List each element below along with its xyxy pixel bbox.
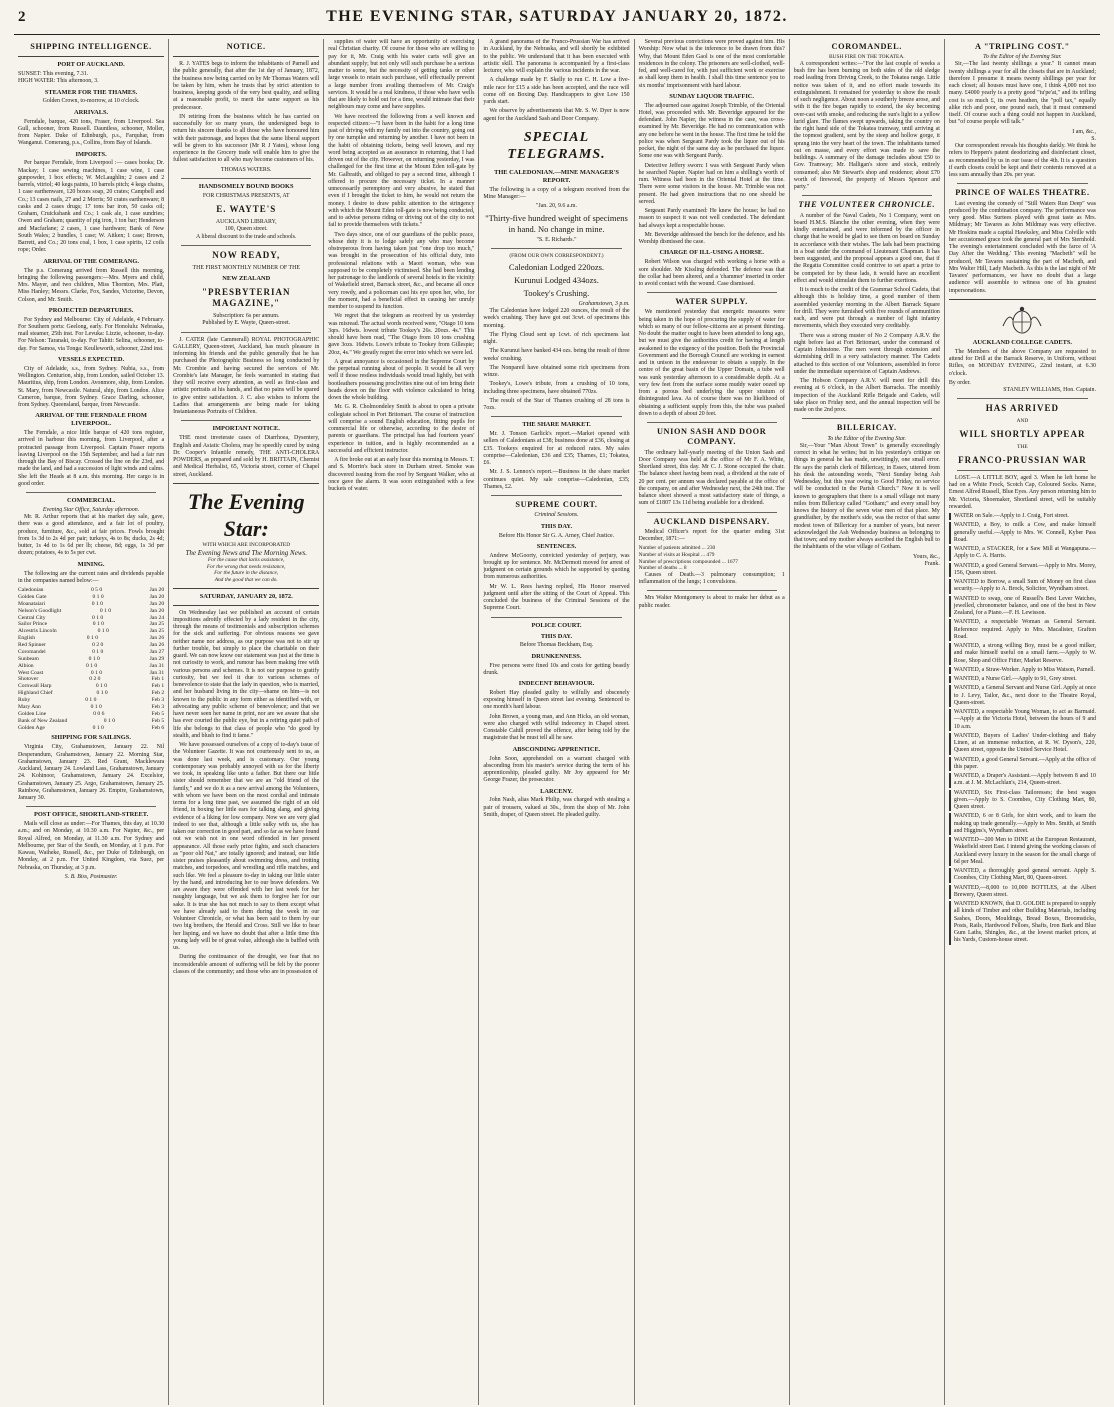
mining-date: Feb 3 <box>151 697 165 704</box>
subheading: PROJECTED DEPARTURES. <box>48 306 134 314</box>
column-telegrams <box>479 39 634 1405</box>
mining-amount: 0 1 0 <box>86 662 98 669</box>
classified-ad: WANTED to swap, one of Russell's Best Lever Watches, jewelled, chronometer balance, and one of the best in New Zealand, for a Piano.—F. H. Lewisson. <box>949 596 1096 618</box>
wanted-ads <box>949 513 1096 945</box>
classified-ad: WATER on Sale.—Apply to J. Craig, Fort street. <box>949 513 1096 520</box>
mining-date: Feb 5 <box>151 717 165 724</box>
ad-heading: IMPORTANT NOTICE. <box>212 425 280 433</box>
mining-row <box>18 615 164 622</box>
masthead <box>14 0 1100 35</box>
article-text: Andrew McGoorty, convicted yesterday of perjury, was brought up for sentence. Mr. McDermott moved for arrest of judgment on certain grounds which he supported by quoting from numerous authorities. <box>483 552 630 581</box>
signature: Frank. <box>924 560 940 567</box>
classified-ad: WANTED, a Nurse Girl.—Apply to 91, Grey street. <box>949 676 1096 683</box>
section-heading: BILLERICAY. <box>836 423 897 433</box>
crest-icon <box>949 306 1096 336</box>
section-heading: COROMANDEL. <box>831 42 902 51</box>
mining-amount: 0 1 0 <box>90 669 103 676</box>
classified-ad: WANTED, a Boy, to milk a Cow, and make himself generally useful.—Apply to Mrs. W. Connell, Kyber Pass Road. <box>949 522 1096 544</box>
stat-line: Number of prescriptions compounded ... 1677 <box>638 558 738 565</box>
column-advertisements <box>945 39 1100 1405</box>
article-text: The Ferndale, a nice little barque of 420 tons register, arrived in harbour this morning, from Liverpool, after a protracted passage from Liverpool. Captain Fraser reports leaving Liverpool on the 15th September, and had a fair run through the Bay of Biscay. Crossed the line on the 23rd, and made the land, and had a succession of light winds and calms. She left the Heads at 8 a.m. this morning. Her cargo is in good order. <box>18 430 165 487</box>
article-text: The p.s. Comerang arrived from Russell this morning, bringing the following passengers:—Mrs. Myers and child, Mrs. Mayer, and two children, Miss Thornton, Mrs. Platt, Miss Hanley; Messrs. Clarke, Fox, Sandes, Victorine, Devon, Colson, and Mr. Smith. <box>18 267 165 303</box>
letter-text: Sir,—The last twenty shillings a year." It cannot mean twenty shillings a year for all the closets that are in Auckland; therefore I presume it means twenty shillings per year for each closet; all houses must have one, I think 4,000 not too many. £4000 yearly is a pretty good "tu'pe'at," and its trifling cost is so much £, its own heathen, the "poll tax," equally alike rich and poor, one pound each, that it must commend itself. Of course such a thing could not happen in Auckland, but "of course people will talk." <box>948 61 1096 126</box>
subheading: POLICE COURT. <box>531 621 582 629</box>
ad-text: The Members of the above Company are requested to attend for Drill at the Barrack Reserve, in Uniform, without Rifles, on MONDAY EVENING, 22nd instant, at 6.30 o'clock. <box>948 348 1096 377</box>
mining-row <box>18 697 164 704</box>
mining-amount: 0 1 0 <box>92 593 104 600</box>
article-text: Mr. R. Arthur reports that at his market day sale, gave, there was a good attendance, and a fair lot of poultry, produce, furniture, &c., sold at fair prices. Fowls brought from 1s 3d to 2s 4d per pair; turkeys, 4s to 8s; ducks, 2s 4d; butter, 1s 4d to 1s 6d per lb; cheese, 8d; eggs, 1s 3d per dozen; potatoes, 4s to 5s per cwt. <box>18 514 165 557</box>
mining-company: Central City <box>18 614 46 621</box>
ad-text: AND <box>1016 418 1029 425</box>
mining-date: Jan 25 <box>149 628 165 635</box>
article-text: A correspondent writes:—"For the last couple of weeks a bush fire has been burning on both sides of the old sledge road leading from Driving Creek, to the Tokatea range. Little notice was taken of it, and no effort made towards its extinguishment. It remained for yesterday to show the result of such negligence. About noon a southerly breeze arose, and with it the fire began rapidly to extend, the sky becoming over-cast with smoke, and reducing the sun's light to a yellow lurid glare. The flames swept upwards, taking the country on the right hand side of the Tokatea tramway, until arriving at the topmost gradient, sent by the steep and hollow gorge, it sprang into the very heart of the town. The inhabitants turned out en masse, and every effort was made to save the buildings. A summary of the damage includes about £50 to Gov. Tramway; Mr. Halligan's store and stock, entirely consumed; also Mr Stewart's shop and residence; about £70 worth of firewood, the property of Messrs Spencer and party." <box>793 60 940 191</box>
subheading: LARCENY. <box>540 787 573 795</box>
mining-company: Red Spinner <box>18 642 46 649</box>
classified-ad: WANTED, a good General Servant.—Apply to Mrs. Morey, 156, Queen street. <box>949 563 1096 578</box>
mining-date: Jan 20 <box>149 600 165 607</box>
mining-row <box>18 635 164 642</box>
article-text: supplies of water will have an opportunity of exercising real Christian charity. Of course for those who are willing to pay for it, Mr. Craig with his water carts will give an abundant supply; but not only will such purchase be a serious matter to some, but the necessity of getting tanks or other large vessels to retain such purchase, will effectually prevent a large number from availing themselves of Mr. Craig's services. It would be a real kindness, if those who have wells that are likely to hold out for a time, would intimate that their neighbours may come and have supplies. <box>328 39 475 111</box>
mining-date: Jan 24 <box>149 614 165 621</box>
ad-heading: FRANCO-PRUSSIAN WAR <box>958 454 1087 465</box>
subheading: ARRIVAL OF THE FERNDALE FROM LIVERPOOL. <box>35 412 147 428</box>
classified-ad: WANTED to Borrow, a small Sum of Money on first class security.—Apply to A. Brock, Solicitor, Wyndham street. <box>949 579 1096 594</box>
mining-date: Jan 20 <box>149 607 165 614</box>
mining-amount: 0 1 0 <box>92 621 104 628</box>
ad-text: FOR CHRISTMAS PRESENTS, AT <box>202 192 290 199</box>
subheading: CHARGE OF ILL-USING A HORSE. <box>659 249 764 257</box>
subheading: Criminal Sessions. <box>534 512 579 519</box>
column-coromandel <box>790 39 945 1405</box>
notice-text: R. J. YATES begs to inform the inhabitants of Parnell and the public generally, that after the 1st day of January, 1872, the business now being carried on by Mr Thomas Waters will be taken by him, when he trusts that by strict attention to business, keeping goods of the very best quality, and selling at a reasonable profit, to merit the same support as his predecessor. <box>173 61 320 111</box>
mining-company: Nelson's Goodlight <box>18 607 62 614</box>
article-text: We observe by advertisements that Mr. S. W. Dyer is now agent for the Auckland Sash and Door Company. <box>483 108 630 122</box>
article-text: A grand panorama of the Franco-Prussian War has arrived in Auckland, by the Nebraska, and will shortly be exhibited to the public. We understand that it has been executed with artistic skill. The panorama is accompanied by a first-class lecturer, who will explain the various incidents in the war. <box>483 39 630 74</box>
mining-company: Highland Chief <box>18 690 53 697</box>
article-text: The following are the current rates and dividends payable in the companies named below:— <box>18 570 165 584</box>
ad-text: AUCKLAND LIBRARY, <box>215 219 277 226</box>
article-text: Mails will close as under:—For Thames, this day, at 10.30 a.m.; and on Monday, at 10.30 a.m. For Napier, &c., per Royal Alfred, on Monday, at 11.30 a.m. For Sydney and Melbourne, per Star of the South, on Monday, at 1 p.m. For Kawau, Waiheke, Russell, &c., per Duke of Edinburgh, on Monday, at 2 p.m. For United Kingdom, via Suez, per Nebraska, on Thursday, at 3 p.m. <box>18 821 165 871</box>
letter-text: Sir,—Your "Man About Town" is generally exceedingly correct in what he writes; but in his yesterday's critique on things in general he has made, unwittingly, one small error. He says the parish clerk of Billericay, in Essex, uttered from his desk the astounding words, "Next Sunday being Ash Wednesday, but this year owing to Good Friday, no service will be conducted in the Parish Church." Now it is well known to geographers that there is a small village not many miles from Billericay called "Gotham;" and every small boy knows the history of the seven wise men of that place. My grandfather, by the mother's side, was the rector of that same modest town of Billericay for a number of years, but never acknowledged the Ash Wednesday business as belonging to that town; and my mother always ascribed the English bull to the inhabitants of the wise village of Gotham. <box>793 442 940 551</box>
article-text: Golden Crown, to-morrow, at 10 o'clock. <box>42 98 140 105</box>
article-text: Per barque Ferndale, from Liverpool :— cases books; Dr. Mackay; 1 case sewing machines, 1 case wine, 1 case gunpowder, 1 box effects; W. McLaughlin; 2 cases and 2 barrels, vitriol; 40 kegs paints, 10 barrels pitch; 4 kegs chains, 1 case earthenware, 120 boxes soap, 20 crates; Campbell and Co.; 13 cases nails, 27 and 2 Morris; 50 crates earthenware; 8 casks and 2 cases drugs; 17 tons bar iron, 50 casks oil; Graham, Cruickshank and Co.; 1 cask ale, 1 case sundries; Owen and Graham; quantity of pig iron, 1 ton bar; Henderson and Macfarlane; 2 cases, 1 case hardware; Bank of New South Wales; 2 bundles, 1 case; W. Aitken; 1 case; Brown, Barrett, and Co.; 20 tons coal, 1 box, 1 case spirits, 12 coils rope; Order. <box>18 160 165 254</box>
stat-line: Number of patients admitted ... 230 <box>638 545 716 552</box>
article-text: City of Adelaide, s.s., from Sydney. Nubia, s.s., from Wellington. Centurion, ship, from London, sailed October 13. Mauritius, ship, from London. Avonmore, ship, from London. St. Mary, from Newcastle. Natural, ship, from London. Alice Cameron, barque, from Sydney. Grace Darling, schooner, from Sydney. Queensland, barque, from Newcastle. <box>18 365 165 409</box>
article-text: Two days since, one of our guardians of the public peace, whose duty it is to lodge safely any who may become obstreperous from having taken just "one drop too much," was brought in the prosecution of his official duty, into professional relations with a Maori woman, who was supposed to be completely victimised. She had been lending her patronage to the landlords of several hotels in the vicinity of Wakefield street, Barrack street, &c., and became all once very rowdy, and a policeman cast his eye upon her, who, for the moment, had a beneficial effect in causing her unruly member to suspend its function. <box>328 231 475 310</box>
mining-date: Jan 31 <box>149 662 165 669</box>
masthead-subtitle: The Evening News and The Morning News. <box>185 548 307 557</box>
classified-ad: WANTED, Buyers of Ladies' Under-clothing and Baby Linen, at an immense reduction, at R. W. Dyson's, 220, Queen street, opposite the United Service Hotel. <box>949 733 1096 755</box>
sunset-text: SUNSET: This evening, 7.31. <box>18 71 89 78</box>
page-number: 2 <box>18 8 26 25</box>
article-text: Several previous convictions were proved against him. His Worship: Now what is the inference to be drawn from this? Why, that Mount Eden Gaol is one of the most comfortable residences in the colony. The prisoners are well-clothed, well-fed, and well-cared for, with just sufficient work or exercise as shall keep them in health. I shall this time sentence you to six months' imprisonment with hard labour. <box>638 39 785 89</box>
mining-row <box>18 690 164 697</box>
signature: S. B. Biss, Postmaster. <box>64 873 118 880</box>
motto-line: For the future in the distance, <box>214 570 279 577</box>
ad-heading: NOW READY, <box>212 249 281 260</box>
ad-text: THE FIRST MONTHLY NUMBER OF THE <box>192 264 300 271</box>
mining-date: Jan 31 <box>149 669 165 676</box>
dateline: SATURDAY, JANUARY 20, 1872. <box>199 592 293 600</box>
signature: S. <box>1091 135 1096 142</box>
telegram-body: "Thirty-five hundred weight of specimens in hand. No change in mine. <box>485 212 628 234</box>
subheading: SHIPPING FOR SAILINGS. <box>51 734 131 742</box>
classified-ad: WANTED, a Straw-Worker. Apply to Miss Watson, Parnell. <box>949 667 1096 674</box>
classified-ad: WANTED, a strong willing Boy, must be a good milker, and make himself useful on a small farm.—Apply to W. Rose, Shop and Office Fitter, Market Reserve. <box>949 643 1096 665</box>
letter-closing: Yours, &c., <box>912 553 940 560</box>
mining-date: Feb 2 <box>151 690 165 697</box>
mining-row <box>18 649 164 656</box>
mining-amount: 0 1 0 <box>91 600 103 607</box>
mining-company: English <box>18 635 36 642</box>
mining-row <box>18 628 164 635</box>
classified-ad: WANTED,—8,000 to 10,000 BOTTLES, at the Albert Brewery, Queen street. <box>949 885 1096 900</box>
letter-address: To the Editor of the Evening Star. <box>827 435 907 442</box>
article-text: John Brown, a young man, and Ann Hicks, an old woman, were also charged with wilful indecency in Chapel street. Constable Cahill proved the offence, after being told by the magistrate that he must tell all he saw. <box>483 713 630 742</box>
columns <box>14 39 1100 1405</box>
mining-company: Cornwall Harp <box>18 683 52 690</box>
notice-text: IN retiring from the business which he has carried on successfully for so many years, the undersigned begs to return his sincere thanks to all those who have honoured him with their patronage, and hopes that the same liberal support will be given to his successor (Mr R J Yates), whose long experience in the Grocery trade will enable him to give the fullest satisfaction to all who may become customers of his. <box>173 113 320 164</box>
section-heading: UNION SASH AND DOOR COMPANY. <box>656 427 767 447</box>
letter-address: To the Editor of the Evening Star. <box>983 54 1062 61</box>
stat-line: Number of visits at Hospital ... 479 <box>638 551 715 558</box>
mining-date: Jan 25 <box>149 621 165 628</box>
telegram-headline: Tookey's Crushing. <box>523 287 590 298</box>
page-title: THE EVENING STAR, SATURDAY JANUARY 20, 1872. <box>326 8 788 25</box>
classified-ad: WANTED, a General Servant and Nurse Girl. Apply at once to J. Levy, Tailor, &c., next door to the Theatre Royal, Queen-street. <box>949 685 1096 707</box>
article-text: The ordinary half-yearly meeting of the Union Sash and Door Company was held at the office of Mr F. A. White, Shortland street, this day. Mr C. J. Stone occupied the chair. The balance sheet having been read, a dividend at the rate of 20 per cent. per annum was declared payable at the office of the company, on and after Wednesday next, the 24th inst. The balance sheet showed a most satisfactory state of things, a sum of £1807 13s 11d being available for a dividend. <box>638 449 785 507</box>
mining-row <box>18 587 164 594</box>
motto-line: And the good that we can do. <box>214 577 278 584</box>
telegram-headline: Kurunui Lodged 434ozs. <box>514 274 599 285</box>
article-text: We mentioned yesterday that energetic measures were being taken in the hope of procuring the supply of water for which so many of our fellow-citizens are at present thirsting. No doubt the matter ought to have been attended to long ago, but we must give the authorities credit for having at length awakened to the exigency of the position. Both the Provincial Government and the Borough Council are working in earnest and in unison in the endeavour to obtain a supply. In the centre of the great basin of the Upper Domain, a tube well was sunk yesterday afternoon to a considerable depth. At a very few feet from the surface some muddy water oozed up from a porous bed underlying the upper stratum of disintegrated lava. As of course there was no likelihood of obtaining a sufficient supply from this, the tube was pushed down to a depth of about 20 feet. <box>638 309 785 417</box>
article-text: John Nash, alias Mark Philip, was charged with stealing a pair of trousers, valued at 30s., from the shop of Mr. John Smith, draper, of Queen street. He pleaded guilty. <box>483 797 630 818</box>
letter-closing: I am, &c., <box>1072 128 1096 135</box>
motto-line: For the cause that lacks assistance, <box>207 557 285 564</box>
subheading: SUNDAY LIQUOR TRAFFIC. <box>669 92 755 100</box>
ad-text: THE most inveterate cases of Diarrhoea, Dysentery, English and Asiatic Cholera, may be speedily cured by using Dr. Cooper's Infantile remedy, THE ANTI-CHOLERA POWDERS, as prepared and sold by H. BRITTAIN, Chemist and Medical Herbalist, 65, Victoria street, corner of Chapel street, Auckland. <box>173 435 320 478</box>
ad-name: "PRESBYTERIAN MAGAZINE," <box>201 287 291 309</box>
article-text: We have received the following from a well known and respected citizen:—"I have been in the habit for a long time past of driving with my family out into the country, going out by one turnpike and returning by another. I have not been in the habit of obtaining tickets, being well known, and my word being accepted as an assurance in returning, that I had driven out of the city. However, on returning yesterday, I was challenged for the first time at the Mount Eden toll-gate by Mr. Galbraith, and obliged to pay a second time, although I offered to procure the necessary ticket. In a manner unnecessarily peremptory and very abusive, he stated that even if I brought the ticket to him, he would not return the money. I desire to draw public attention to the stringency with which the Mount Eden toll-gate is now being conducted, and to advise persons riding or driving out of the city to not fail to provide themselves with tickets." <box>328 113 475 229</box>
mining-amount: 0 1 0 <box>86 635 98 642</box>
section-heading: SPECIAL TELEGRAMS. <box>507 129 606 162</box>
mining-company: Ruby <box>18 697 31 704</box>
ad-text: 100, Queen street. <box>224 226 268 233</box>
mining-date: Feb 1 <box>151 676 165 683</box>
telegram-date: "Jan. 20, 9.6 a.m. <box>535 203 577 210</box>
classified-ad: WANTED, a respectable Woman as General Servant. Reference required. Apply to Mrs. Macalister, Grafton Road. <box>949 619 1096 641</box>
classified-ad: WANTED, 6 or 8 Girls, for shirt work, and to learn the making up trade generally.—Apply to Mrs. Smith, at Smith and Higgins's, Wyndham street. <box>949 813 1096 835</box>
ad-text: A liberal discount to the trade and schools. <box>195 233 297 240</box>
section-heading: PRINCE OF WALES THEATRE. <box>955 188 1090 198</box>
article-text: A fire broke out at an early hour this morning in Messrs. T. and S. Morrin's back store in Durham street. Smoke was discovered issuing from the roof by Sergeant Walker, who at once gave the alarm. It was soon extinguished with a few buckets of water. <box>328 457 475 492</box>
column-police <box>635 39 790 1405</box>
mining-date: Jan 20 <box>149 593 165 600</box>
article-text: Ferndale, barque, 420 tons, Fraser, from Liverpool. Sea Gull, schooner, from Russell. Dauntless, schooner, Moller, from Napier. Duke of Edinburgh, p.s., Farquhar, from Wanganui. Comerang, p.s., Collins, from Bay of Islands. <box>18 118 165 147</box>
subheading: IMPORTS. <box>75 150 107 158</box>
subheading: POST OFFICE, SHORTLAND-STREET. <box>33 811 149 819</box>
article-text: Mr. J. S. Lennox's report.—Business in the share market continues quiet. My sale comprise—Caledonian, £35; Thames, £2. <box>483 469 630 490</box>
mining-row <box>18 642 164 649</box>
subheading: STEAMER FOR THE THAMES. <box>44 88 138 96</box>
ad-heading: HAS ARRIVED <box>985 403 1060 414</box>
subheading: SENTENCES. <box>536 542 577 550</box>
subheading: THE SHARE MARKET. <box>522 421 591 429</box>
mining-date: Feb 6 <box>151 724 165 731</box>
mining-row <box>18 670 164 677</box>
article-text: A challenge made by F. Skelly to run C. H. Low a five-mile race for £15 a side has been accepted, and the race will come off on Boxing Day. Handicappers to give Low 150 yards start. <box>483 77 630 105</box>
article-text: Last evening the comedy of "Still Waters Run Deep" was produced by the combination company. The performance was very good. Miss Surtees played with great taste as Mrs. Mildmay; Mr Tavares as John Mildmay was very effective. Mr Hoskins made a capital Hawksley, and Miss Colville with her accustomed grace took the general part of Mrs Sternhold. The evening's entertainment concluded with the farce of 'A Day After the Wedding.' This evening "Macbeth" will be produced, Mr Tavares sustaining the part of Macbeth, and Mrs Walter Hill, Lady Macbeth. As this is the last night of Mr Tavares' performances, we have no doubt that a large audience will assemble to witness one of his greatest impersonations. <box>948 200 1096 294</box>
subheading: PORT OF AUCKLAND. <box>57 61 125 69</box>
correspondent-line: (FROM OUR OWN CORRESPONDENT.) <box>509 253 604 260</box>
mining-company: Golden Age <box>18 724 45 731</box>
mining-amount: 0 1 0 <box>103 717 115 724</box>
mining-row <box>18 725 164 732</box>
mining-date: Feb 3 <box>151 703 165 710</box>
article-text: We regret that the telegram as received by us yesterday was misread. The actual words received were, "Otago 10 tons 3qrs. 16dwts. lowest tribute Tookey's 26s. 20ozs. 4s." This should have been read, "The Otago from 10 tons crushing gave 3ozs. 16dwts. Lowe's tribute to Tookey from Gillespie; 20oz, 4s." We greatly regret the error into which we were led. <box>328 313 475 356</box>
subheading: THIS DAY. <box>540 632 573 640</box>
article-text: Medical Officer's report for the quarter ending 31st December, 1871:— <box>638 528 785 543</box>
mining-row <box>18 594 164 601</box>
section-heading: SUPREME COURT. <box>515 500 598 510</box>
mining-company: Golden Line <box>18 710 47 717</box>
mining-amount: 0 1 0 <box>85 697 97 704</box>
article-text: Mr. G. R. Cholmondeley Smith is about to open a private collegiate school in Port Britomart. The course of instruction will comprise a sound English education, fitting pupils for commercial life or otherwise, according to the desire of parents or guardians. The principal has had fourteen years' experience in tuition, and is highly recommended as a successful and efficient instructor. <box>328 404 475 454</box>
ad-text: Subscription: 6s per annum. <box>213 313 280 320</box>
mining-amount: 0 1 0 <box>92 724 104 731</box>
ad-heading: WILL SHORTLY APPEAR <box>959 428 1086 439</box>
mining-row <box>18 608 164 615</box>
masthead-subtitle: WITH WHICH ARE INCORPORATED <box>202 541 291 548</box>
mining-date: Feb 5 <box>151 710 165 717</box>
signature: THOMAS WATERS. <box>220 166 272 173</box>
classified-ad: WANTED, a STACKER, for a Saw Mill at Wangapuna.—Apply to C. A. Harris. <box>949 546 1096 561</box>
dateline: Evening Star Office, Saturday afternoon. <box>42 506 140 513</box>
mining-company: Alcestris Lincoln <box>18 628 57 635</box>
subheading: COMMERCIAL. <box>67 497 116 505</box>
ad-text: NEW ZEALAND <box>222 275 271 283</box>
mining-amount: 0 2 0 <box>92 642 104 649</box>
mining-row <box>18 621 164 628</box>
mining-date: Jan 20 <box>149 587 165 594</box>
mining-company: Coromandel <box>18 648 46 655</box>
section-heading: A "TRIPLING COST." <box>975 42 1070 51</box>
mining-date: Jan 27 <box>149 648 165 655</box>
article-text: Five persons were fined 10s and costs for getting beastly drunk. <box>483 662 630 676</box>
article-text: Before His Honor Sir G. A. Arney, Chief Justice. <box>498 532 615 539</box>
mining-company: Sailor Prince <box>18 621 48 628</box>
mining-table <box>18 587 164 731</box>
mining-row <box>18 656 164 663</box>
subheading: THE CALEDONIAN.—MINE MANAGER'S REPORT. <box>494 169 619 185</box>
mining-date: Feb 1 <box>151 683 165 690</box>
classified-ad: WANTED, Six First-class Tailoresses; the best wages given.—Apply to S. Coombes, City Clothing Mart, 80, Queen street. <box>949 790 1096 812</box>
article-text: Robert Hay pleaded guilty to wilfully and obscenely exposing himself in Queen street last evening. Sentenced to one month's hard labour. <box>483 689 630 711</box>
mining-company: Caledonian <box>18 587 44 594</box>
article-text: The Hobson Company A.R.V. will meet for drill this evening at 6 o'clock, in the Albert Barracks. The monthly inspection of the Auckland Rifle Brigade and Cadets, will take place on Friday next, and the annual inspection will be made on the 2nd prox. <box>793 378 940 414</box>
article-text: Tookey's, Lowe's tribute, from a crushing of 10 tons, including three specimens, have obtained 770zs. <box>483 381 630 395</box>
article-text: A great annoyance is occasioned in the Supreme Court by the perpetual running about of people. It would be all very well if those restless individuals would tread lightly, but with bootleathers possessing proclivities nine out of ten bring their heads down on the floor with violence calculated to bring down the whole building. <box>328 358 475 401</box>
mining-row <box>18 601 164 608</box>
ad-text: Published by E. Wayte, Queen-street. <box>202 320 291 327</box>
mining-amount: 0 1 0 <box>88 655 100 662</box>
ad-heading: HANDSOMELY BOUND BOOKS <box>198 182 294 190</box>
classified-ad: WANTED, a respectable Young Woman, to act as Barmaid.—Apply at the Victoria Hotel, between the hours of 9 and 10 a.m. <box>949 709 1096 731</box>
mining-company: Shotover <box>18 676 39 683</box>
article-text: On Wednesday last we published an account of certain impositions adroitly effected by a lady resident in the city, through the means of testimonials and subscription schemes for the sick and suffering. For obvious reasons we gave neither name nor address, as our purpose was not to stir up further trouble, but simply to place the charitable on their guard. We can now know our statement was just at the time is not curiosity to work, and rumour has been making free with various persons and schemes. It is not our purpose to gratify curiosity, but we feel it due to various schemes of benevolence to state that the lady in question, who is married, and her husband living in the city—shame on him—is not known to the public in any form either as identified with, or advocating any public scheme of benevolence; and that we have never seen her name in print, nor are we aware that she has ever courted the public eye, but in a retiring quiet path of life she belongs to that class of people who "do good by stealth, and blush to find it fame." <box>173 609 320 739</box>
classified-ad: WANTED KNOWN, that D. GOLDIE is prepared to supply all kinds of Timber and other Building Materials, including Sashes, Doors, Mouldings, Bread Boxes, Broomsticks, Posts, Rails, Hardwood Felloes, Shafts, Iron Bark and Blue Gum Laths, Shingles, &c., at the lowest market prices, at his Yards, Custom-house street. <box>949 901 1096 945</box>
article-text: For Sydney and Melbourne: City of Adelaide, 4 February. For Southern ports: Geelong, early. For Honolulu: Nebraska, mail steamer, 25th inst. For Levuka: Lizzie, schooner, to-day. For Nelson: Taranaki, to-day. For Tahiti: Selina, schooner, to-day. For Samoa, via Tonga: Keulleworth, schooner, 22nd inst. <box>18 316 165 352</box>
subheading: THIS DAY. <box>540 522 573 530</box>
stat-line: Number of deaths ... 8 <box>638 565 687 572</box>
mining-row <box>18 718 164 725</box>
article-text: Mr. Beveridge addressed the bench for the defence, and his Worship dismissed the case. <box>638 231 785 246</box>
ad-text: LOST.—A LITTLE BOY, aged 3. When he left home he had on a White Frock, Scotch Cap, Coloured Socks. Name, Ernest Alfred Russell, Blue Eyes. Any person returning him to Mr. Victoria, Shoemaker, Shortland street, will be suitably rewarded. <box>948 474 1096 510</box>
article-text: The following is a copy of a telegram received from the Mine Manager:— <box>483 186 630 201</box>
article-text: Robert Wilson was charged with working a horse with a sore shoulder. Mr Kissling defended. The defence was that the collar had been altered, and a 'chammer' inserted in order to avoid contact with the wound. Case dismissed. <box>638 259 785 287</box>
article-text: We have possessed ourselves of a copy of to-day's issue of the Volunteer Gazette. It was not courteously sent to us, as was done last week, and is customary. Our young contemporary was probably annoyed with us for the liberty we took, in speaking like unto a father. But there our little sister should remember that we are an "old friend of the family," and we do it as a new arrival among the Volunteers, with whom we have been on the most cordial and intimate terms for a long time past, we assumed the right of an old friend, in boxing her little ears for talking slang, and giving evidence of a liking for low company. Now we are very glad indeed to see that, although a little sulky with us, she has taken our correction in good part, and so far as we have found out we wish not in one word offended in her present appearance. All those early prize fights, and such characters as "poor old Nat," are totally ignored; and instead, our little sister praises pleasantly about swimming dress, and trotting matches, and torpedoes, and wrestling and rifle matches, and such like. We feel a pleasure to-day in taking our little sister by the hand, and introducing her to our brave defenders. We are aware they were offended with her last week for her naughty language, but we ask them to forgive her for our sake. It is true she has not much to say to them except what we have already said to them during the week in our Volunteer Chronicle, or what has been said to them by our two big brothers, the Herald and Cross. Still we like to hear her lisping, and we have no doubt that after a little time this young lady will be of great value, although she is baffled with us. <box>173 742 320 952</box>
article-text: Causes of Death.—3 pulmonary consumption; 1 inflammation of the lungs; 1 convulsions. <box>638 571 785 586</box>
ad-text: THE <box>1017 444 1028 451</box>
section-heading: AUCKLAND DISPENSARY. <box>653 516 770 526</box>
mining-amount: 0 1 0 <box>96 690 108 697</box>
mining-company: Mary Ann <box>18 703 41 710</box>
mining-date: Jan 26 <box>149 635 165 642</box>
subheading: ARRIVAL OF THE COMERANG. <box>43 257 139 265</box>
mining-amount: 0 1 0 <box>99 607 111 614</box>
article-text: The result of the Star of Thames crushing of 28 tons is 7ozs. <box>483 397 630 412</box>
mining-company: West Coast <box>18 669 44 676</box>
article-text: During the continuance of the drought, we fear that no inconsiderable amount of suffering will be felt by the poorer classes of the community; and those who are in possession of <box>173 954 320 975</box>
motto-line: For the wrong that needs resistance, <box>206 563 286 570</box>
mining-amount: 0 0 6 <box>93 710 105 717</box>
subheading: ARRIVALS. <box>73 108 109 116</box>
article-text: Mrs Walter Montgomery is about to make her debut as a public reader. <box>638 595 785 609</box>
article-text: The Nonpareil have obtained some rich specimens from winze. <box>483 364 630 379</box>
signature: STANLEY WILLIAMS, Hon. Captain. <box>1003 387 1096 394</box>
mining-date: Jan 26 <box>149 642 165 649</box>
section-heading: WATER SUPPLY. <box>675 297 748 307</box>
mining-company: Moanataiari <box>18 600 46 607</box>
mining-amount: 0 1 0 <box>92 614 104 621</box>
subheading: ABSCONDING APPRENTICE. <box>512 745 601 753</box>
mining-row <box>18 676 164 683</box>
article-text: The Kurunui have banked 434 ozs. being the result of three weeks' crushing. <box>483 348 630 362</box>
article-text: There was a strong muster of No 2 Company A.R.V. the night before last at Fort Britomart, under the command of Captain Johnstone. The men went through extension and skirmishing drill in a very satisfactory manner. The Cadets attached to this section of our Volunteers, assembled in force under the immediate supervision of Captain Andrews. <box>793 332 940 375</box>
mining-company: Bank of New Zealand <box>18 717 68 724</box>
subheading: MINING. <box>77 560 105 568</box>
ad-name: E. WAYTE'S <box>216 204 277 215</box>
mining-row <box>18 663 164 670</box>
article-text: The adjourned case against Joseph Trimble, of the Oriental Hotel, was proceeded with. Mr. Beveridge appeared for the defendant. John Napier, the witness in the case, was cross-examined by Mr. Beveridge. He had no communication with any one before he went in the house. The first time he told the police was when Sergeant Pardy took the liquor out of his pocket, the night of the same day as he purchased the liquor. Some one was with Sergeant Pardy. <box>638 102 785 160</box>
mining-amount: 0 1 0 <box>92 648 104 655</box>
subheading: BUSH FIRE ON THE TOKATEA. <box>828 54 905 61</box>
mining-row <box>18 711 164 718</box>
classified-ad: WANTED, a good General Servant.—Apply at the office of this paper. <box>949 757 1096 772</box>
mining-amount: 0 1 0 <box>90 703 102 710</box>
article-text: Before Thomas Beckham, Esq. <box>519 642 594 649</box>
article-text: John Soon, apprehended on a warrant charged with absconding from his master's service during the term of his apprenticeship, pleaded guilty. Mr Joy appeared for Mr George Frazer, the prosecutor. <box>483 755 630 784</box>
section-heading: NOTICE. <box>226 42 266 51</box>
section-heading: THE VOLUNTEER CHRONICLE. <box>798 200 936 210</box>
article-text: It is much to the credit of the Grammar School Cadets, that although this is holiday time, a good number of them assembled yesterday morning in the Albert Barrack Square for drill. They were furnished with five rounds of ammunition each, and were put through a number of light infantry movements, which they executed very creditably. <box>793 287 940 330</box>
subheading: VESSELS EXPECTED. <box>58 355 125 363</box>
ad-heading: AUCKLAND COLLEGE CADETS. <box>972 338 1073 346</box>
mining-company: Sunbeam <box>18 655 39 662</box>
classified-ad: WANTED, a Draper's Assistant.—Apply between 8 and 10 a.m. at J. M. McLachlan's, 214, Queen-street. <box>949 773 1096 788</box>
article-text: The Flying Cloud sent up 1cwt. of rich specimens last night. <box>483 331 630 346</box>
ad-text: By order. <box>948 379 971 386</box>
column-notices <box>169 39 324 1405</box>
telegram-signature: "S. E. Richards." <box>536 236 577 243</box>
article-text: Sergeant Pardy examined: He knew the house; he had no reason to suspect it was not well conducted. The defendant had always kept a respectable house. <box>638 208 785 229</box>
classified-ad: WANTED, a thoroughly good general servant. Apply S. Coombes, City Clothing Mart, 80, Queen-street. <box>949 868 1096 883</box>
mining-date: Jan 29 <box>149 655 165 662</box>
column-shipping <box>14 39 169 1405</box>
classified-ad: WANTED—200 Men to DINE at the European Restaurant, Wakefield street East. I intend giving the working classes of Auckland every luxury in the season for the small charge of 6d per Meal. <box>949 837 1096 866</box>
section-heading: SHIPPING INTELLIGENCE. <box>30 42 152 51</box>
mining-amount: 0 1 0 <box>95 683 108 690</box>
ad-text: J. CATER (late Cammerall) ROYAL PHOTOGRAPHIC GALLERY, Queen-street, Auckland, has much pleasure in informing his friends and the public generally that he has purchased the Photographic Business so long conducted by Mr. Crombie and having secured the services of Mr. Crombie's late Manager, he feels warranted in stating that they will receive every attention, as well as first-class and artistic portraits at his hands, and that no pains will be spared to give entire satisfaction. J. C. also wishes to inform the Ladies that arrangements are being made for taking Instantaneous Portraits of Children. <box>173 336 320 416</box>
mining-row <box>18 704 164 711</box>
paper-masthead: The Evening Star: <box>187 488 305 541</box>
article-text: Detective Jeffery sworn: I was with Sergeant Pardy when he searched Napier. Napier had on him a shilling's worth of rum. Witness had been in the Oriental Hotel at the time. There were some visitors in the house. Mr. Trimble was not present. He had given instructions that no one should be served. <box>638 162 785 205</box>
tide-text: HIGH WATER: This afternoon, 3. <box>18 78 99 85</box>
mining-company: Golden Gate <box>18 593 47 600</box>
mining-company: Albion <box>18 662 34 669</box>
subheading: INDECENT BEHAVIOUR. <box>518 680 595 688</box>
article-text: A number of the Naval Cadets, No 1 Company, went on board H.M.S. Blanche the other evening, when they were kindly entertained, and were informed by the officer in charge that he would be glad to see them on board on Sunday in accordance with their wishes. The lads had been practising in a boat under the command of Lieutenant Chapman. It has been suggested, and the proposal appears a good one, that if the Regatta Committee could contrive to set apart a prize to be competed for by these lads, it would have an excellent effect and would stimulate them to further exertions. <box>793 212 940 284</box>
mining-amount: 0 2 0 <box>89 676 101 683</box>
article-text: Our correspondent reveals his thoughts darkly. We think he refers to Heppen's patent deodorizing and disinfectant closet, as recommended by us in our issue of the 4th. It is a question if earth closets could be kept and their contents removed at a less sum annually than 20s. per year. <box>948 143 1096 179</box>
telegram-headline: Caledonian Lodged 220ozs. <box>508 261 605 272</box>
article-text: The Caledonian have lodged 220 ounces, the result of the week's crushing. They have got out 3cwt. of specimens this morning. <box>483 308 630 329</box>
article-text: Virginia City, Grahamstown, January 22. Nil Desperandum, Grahamstown, January 22. Morning Star, Grahamstown, January 23. Red Grant, Macklewara Auckland, January 24. Lowland Lass, Grahamstown, January 24. Kohinoor, Grahamstown, January 24. Excelsior, Grahamstown, January 25. Argo, Grahamstown, January 25. Rainbow, Grahamstown, January 26. Empire, Grahamstown, January 30. <box>18 744 165 802</box>
article-text: Mr W. L. Rees having replied, His Honor reserved judgment until after the sitting of the Court of Appeal. This concluded the business of the Criminal Sessions of the Supreme Court. <box>483 583 630 612</box>
subheading: DRUNKENNESS. <box>531 652 582 660</box>
column-leader <box>324 39 479 1405</box>
mining-amount: 0 5 0 <box>90 587 103 594</box>
dateline: Grahamstown, 3 p.m. <box>578 300 630 307</box>
mining-amount: 0 1 0 <box>97 628 109 635</box>
article-text: Mr. J. Tonson Garlick's report.—Market opened with sellers of Caledonians at £38; business done at £36, closing at £35. Tookeys enquired for at reduced rates. My sales comprise—Caledonian, £36 and £35; Thames, £1; Tokatea, £6. <box>483 431 630 467</box>
